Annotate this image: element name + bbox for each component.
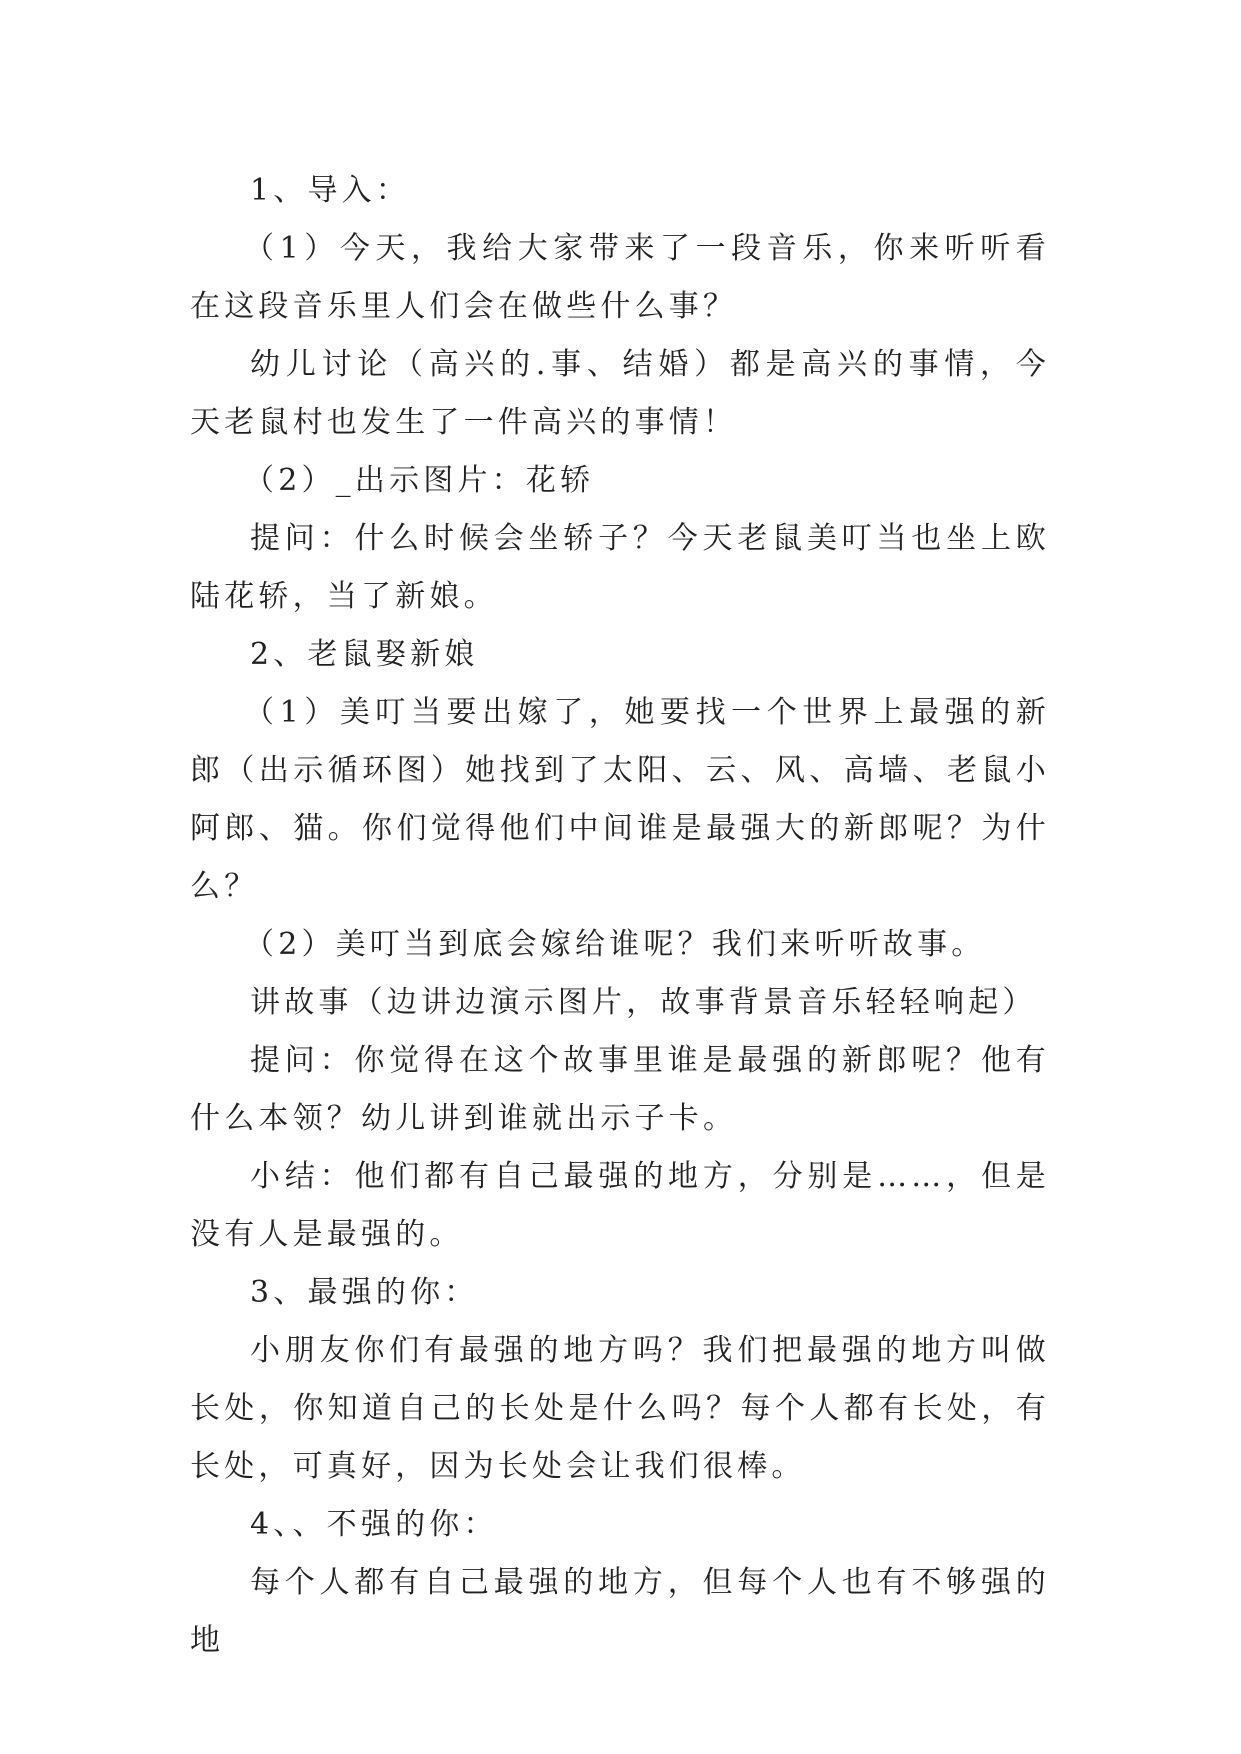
paragraph-section-4-heading: 4、、不强的你： (250, 1507, 498, 1542)
paragraph-question-sedan: 提问：什么时候会坐轿子？今天老鼠美叮当也坐上欧陆花轿，当了新娘。 (190, 521, 1050, 614)
paragraph-summary: 小结：他们都有自己最强的地方，分别是……，但是没有人是最强的。 (190, 1159, 1050, 1252)
document-body (190, 162, 1050, 1670)
paragraph-find-groom: （1）美叮当要出嫁了，她要找一个世界上最强的新郎（出示循环图）她找到了太阳、云、风、高墙、老鼠小阿郎、猫。你们觉得他们中间谁是最强大的新郎呢？为什么？ (190, 695, 1050, 904)
paragraph-listen-story: （2）美叮当到底会嫁给谁呢？我们来听听故事。 (244, 927, 986, 962)
paragraph-show-sedan-picture: （2）_出示图片：花轿 (244, 463, 595, 498)
paragraph-section-2-heading: 2、老鼠娶新娘 (250, 637, 479, 672)
paragraph-intro-music: （1）今天，我给大家带来了一段音乐，你来听听看在这段音乐里人们会在做些什么事？ (190, 231, 1050, 324)
paragraph-question-strongest: 提问：你觉得在这个故事里谁是最强的新郎呢？他有什么本领？幼儿讲到谁就出示子卡。 (190, 1043, 1050, 1136)
paragraph-tell-story: 讲故事（边讲边演示图片，故事背景音乐轻轻响起） (250, 985, 1037, 1020)
paragraph-children-discuss: 幼儿讨论（高兴的.事、结婚）都是高兴的事情，今天老鼠村也发生了一件高兴的事情！ (190, 347, 1050, 440)
paragraph-section-3-heading: 3、最强的你： (250, 1275, 479, 1310)
paragraph-weaknesses: 每个人都有自己最强的地方，但每个人也有不够强的地 (190, 1565, 1050, 1658)
paragraph-section-1-heading: 1、导入： (250, 173, 411, 208)
paragraph-strengths: 小朋友你们有最强的地方吗？我们把最强的地方叫做长处，你知道自己的长处是什么吗？每个人都有长处，有长处，可真好，因为长处会让我们很棒。 (190, 1333, 1050, 1484)
